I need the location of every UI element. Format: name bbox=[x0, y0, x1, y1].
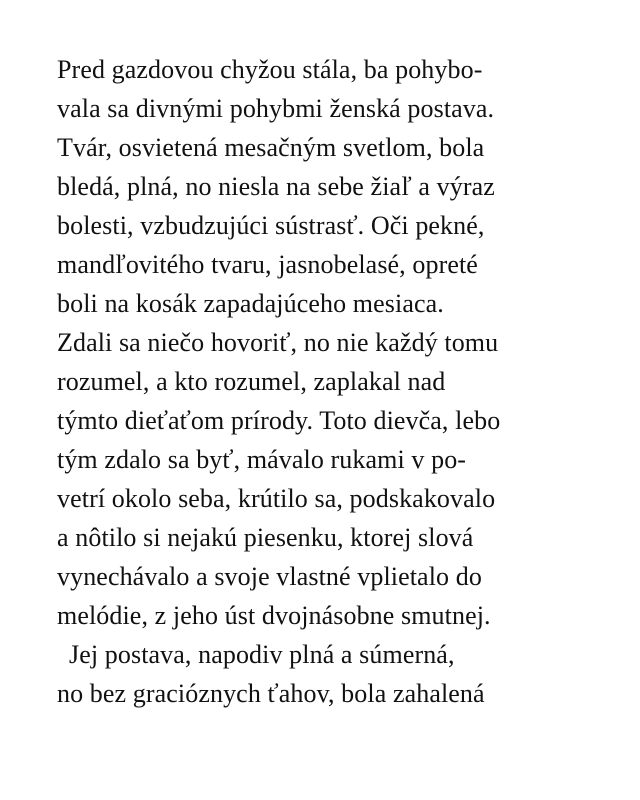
text-line: bledá, plná, no niesla na sebe žiaľ a výraz bbox=[57, 172, 495, 201]
text-line: tým zdalo sa byť, mávalo rukami v po- bbox=[57, 445, 467, 474]
text-line: týmto dieťaťom prírody. Toto dievča, lebo bbox=[57, 406, 501, 435]
text-line: vala sa divnými pohybmi ženská postava. bbox=[57, 94, 495, 123]
text-line: vynechávalo a svoje vlastné vplietalo do bbox=[57, 562, 482, 591]
text-line: vetrí okolo seba, krútilo sa, podskakovalo bbox=[57, 484, 496, 513]
text-line: rozumel, a kto rozumel, zaplakal nad bbox=[57, 367, 446, 396]
text-line: bolesti, vzbudzujúci sústrasť. Oči pekné, bbox=[57, 211, 485, 240]
body-text bbox=[57, 50, 597, 713]
text-line: boli na kosák zapadajúceho mesiaca. bbox=[57, 289, 444, 318]
text-line: Tvár, osvietená mesačným svetlom, bola bbox=[57, 133, 485, 162]
paragraph-start-line: Jej postava, napodiv plná a súmerná, bbox=[69, 640, 455, 669]
text-line: a nôtilo si nejakú piesenku, ktorej slová bbox=[57, 523, 474, 552]
text-line: Zdali sa niečo hovoriť, no nie každý tomu bbox=[57, 328, 499, 357]
text-line: melódie, z jeho úst dvojnásobne smutnej. bbox=[57, 601, 491, 630]
text-line: mandľovitého tvaru, jasnobelasé, opreté bbox=[57, 250, 478, 279]
text-line: Pred gazdovou chyžou stála, ba pohybo- bbox=[57, 55, 483, 84]
text-line: no bez gracióznych ťahov, bola zahalená bbox=[57, 679, 485, 708]
